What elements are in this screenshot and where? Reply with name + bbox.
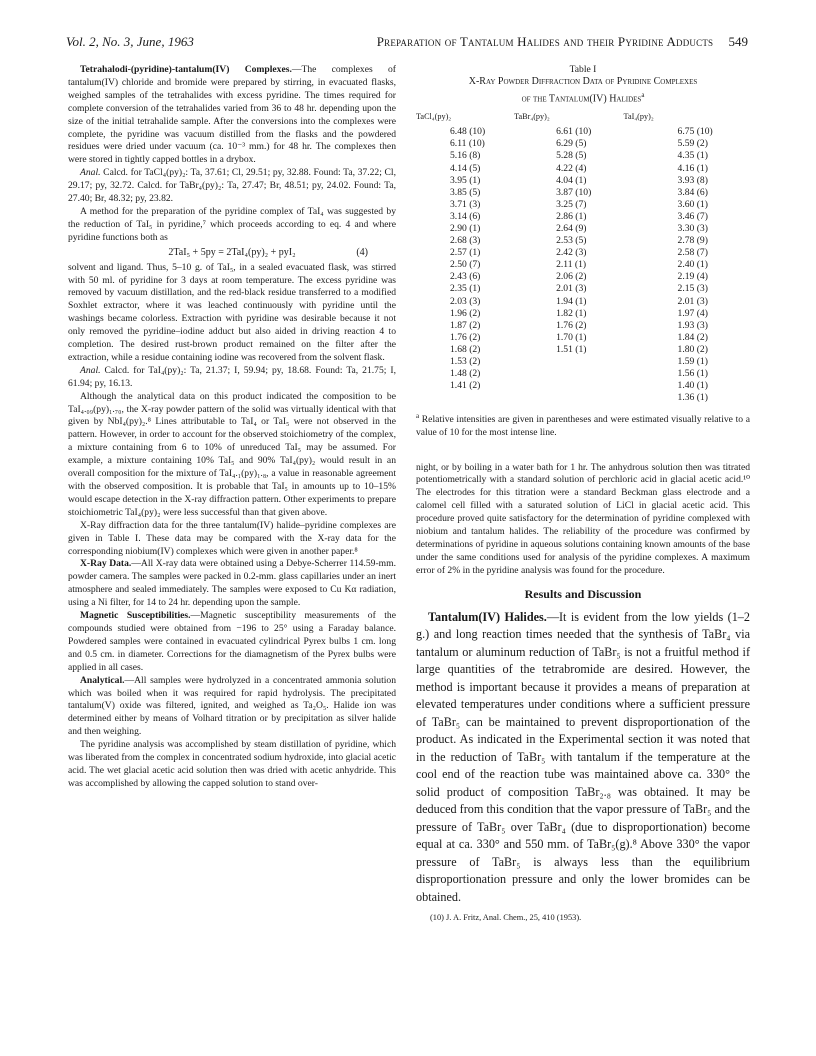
table-row [416, 296, 750, 308]
table-row [416, 150, 750, 162]
runin-heading-analytical: Analytical. [80, 674, 125, 686]
table-cell: 2.90 (1) [450, 222, 481, 234]
table-footnote [416, 410, 750, 439]
table-cell: 1.40 (1) [677, 380, 708, 392]
paragraph-pyridine-analysis [68, 739, 396, 791]
table-cell: 4.16 (1) [677, 162, 708, 174]
paragraph-xray-data [68, 558, 396, 610]
paragraph-analysis-2 [68, 365, 396, 391]
table-row [416, 175, 750, 187]
table-cell: 6.75 (10) [677, 126, 713, 138]
table-cell: 3.71 (3) [450, 198, 481, 210]
table-cell: 3.93 (8) [677, 174, 708, 186]
table-cell: 2.68 (3) [450, 235, 481, 247]
table-body [416, 126, 750, 404]
equation-number: (4) [356, 246, 368, 258]
table-cell: 2.57 (1) [450, 247, 481, 259]
header-right [377, 34, 748, 50]
paragraph-analysis-1 [68, 167, 396, 206]
table-row [416, 332, 750, 344]
table-cell: 2.40 (1) [677, 259, 708, 271]
anal-label: Anal. [80, 364, 101, 376]
table-cell: 2.15 (3) [677, 283, 708, 295]
paragraph-titration [416, 462, 750, 578]
table-cell: 1.76 (2) [450, 331, 481, 343]
runin-heading-complexes: Tetrahalodi-(pyridine)-tantalum(IV) Complexes. [80, 64, 292, 75]
table-cell: 4.35 (1) [677, 150, 708, 162]
paragraph-method [68, 206, 396, 245]
table-row [416, 259, 750, 271]
table-cell: 2.03 (3) [450, 295, 481, 307]
table-cell [416, 392, 514, 404]
table-cell: 5.16 (8) [450, 150, 481, 162]
table-row [416, 223, 750, 235]
table-cell: 1.36 (1) [677, 392, 708, 404]
table-cell: 1.68 (2) [450, 343, 481, 355]
table-cell: 4.22 (4) [556, 162, 587, 174]
paragraph-text: The pyridine analysis was accomplished by steam distillation of pyridine, which was liberated from the complex in concentrated sodium hydroxide, into glacial acetic acid. The wet glacial acetic acid solution then was dried with acetic anhydride. This was accomplished by allowing the capped solution to stand over- [68, 739, 396, 789]
table-cell: 1.59 (1) [677, 356, 708, 368]
runin-heading-tantalum-halides: Tantalum(IV) Halides. [428, 609, 547, 624]
table-cell [514, 392, 623, 404]
table-row [416, 211, 750, 223]
table-caption-text: of the Tantalum(IV) Halides [521, 92, 642, 104]
table-cell: 3.25 (7) [556, 198, 587, 210]
table-row [416, 320, 750, 332]
paragraph-complexes [68, 64, 396, 167]
running-title: Preparation of Tantalum Halides and their Pyridine Adducts [376, 34, 714, 49]
table-cell: 2.58 (7) [677, 247, 708, 259]
table-row [416, 138, 750, 150]
table-cell: 1.76 (2) [556, 319, 587, 331]
paragraph-solvent [68, 262, 396, 365]
table-caption-line-2 [416, 89, 750, 106]
paragraph-text: —All X-ray data were obtained using a Debye-Scherrer 114.59-mm. powder camera. The samples were packed in 0.2-mm. glass capillaries under an inert atmosphere and sealed immediately. The samples were exposed to Cu Kα radiation, using a Ni filter, for 14 to 24 hr. depending upon the sample. [68, 558, 396, 609]
table-title: Table I [569, 64, 597, 75]
running-header [66, 34, 748, 56]
table-cell: 2.50 (7) [450, 259, 481, 271]
table-cell: 1.82 (1) [556, 307, 587, 319]
table-cell: 3.85 (5) [450, 186, 481, 198]
table-cell: 1.56 (1) [677, 368, 708, 380]
table-row [416, 235, 750, 247]
table-cell: 1.84 (2) [677, 331, 708, 343]
paragraph-text: —The complexes of tantalum(IV) chloride and bromide were prepared by stirring, in evacuated flasks, weighed samples of the tetrahalides with excess pyridine. The times required for complete conversion of the tetrahalides varied from 36 to 48 hr. depending upon the size of the initial tetrahalide sample. After the conversions into the complexes were complete, the pyridine was vacuum distilled from the flasks and the powdered residues were dried under vacuum (ca. 10⁻³ mm.) for 48 hr. The complexes then were stored in tightly capped bottles in a drybox. [68, 64, 396, 166]
table-cell: 5.28 (5) [556, 150, 587, 162]
table-cell: 5.59 (2) [677, 138, 708, 150]
reference-10: (10) J. A. Fritz, Anal. Chem., 25, 410 (1953). [430, 913, 582, 923]
table-cell: 3.30 (3) [677, 222, 708, 234]
table-cell [514, 380, 623, 392]
table-cell: 3.46 (7) [677, 210, 708, 222]
table-cell: 1.97 (4) [677, 307, 708, 319]
table-cell: 1.48 (2) [450, 368, 481, 380]
runin-heading-xray: X-Ray Data. [80, 558, 132, 570]
table-cell: 2.35 (1) [450, 283, 481, 295]
table-cell [514, 368, 623, 380]
runin-heading-magnetic: Magnetic Susceptibilities. [80, 610, 191, 622]
paragraph-text: solvent and ligand. Thus, 5–10 g. of TaI₅, in a sealed evacuated flask, was stirred with 50 ml. of pyridine for 3 days at room temperature. The excess pyridine was removed by vacuum distillation, and the red-black residue transferred to a modified Soxhlet extractor, where it was leached continuously with pyridine until the washings became colorless. Extraction with pyridine was desirable because it not only removed the pyridine–iodine adduct but also aided in driving reaction 4 to completion. The desired rust-brown product remained on the filter after the extraction, while a residue containing iodine was recovered from the solvent flask. [68, 261, 396, 363]
paragraph-composition [68, 391, 396, 520]
paragraph-text: Calcd. for TaCl₄(py)₂: Ta, 37.61; Cl, 29.51; py, 32.88. Found: Ta, 37.22; Cl, 29.17; py, 32.72. Calcd. for TaBr₄(py)₂: Ta, 27.47; Br, 48.51; py, 24.02. Found: Ta, 27.40; Br, 48.32; py, 23.82. [68, 167, 396, 205]
table-row [416, 368, 750, 380]
table-cell: 2.64 (9) [556, 222, 587, 234]
table-1 [416, 64, 750, 440]
table-cell: 1.80 (2) [677, 343, 708, 355]
table-cell: 2.19 (4) [677, 271, 708, 283]
table-row [416, 380, 750, 392]
table-row [416, 247, 750, 259]
table-row [416, 126, 750, 138]
paragraph-text: —It is evident from the low yields (1–2 g.) and long reaction times needed that the synthesis of TaBr₄ via tantalum or aluminum reduction of TaBr₅ is not a fruitful method if large quantities of the tetrabromide are desired. However, the method is important because it provides a means of preparation at elevated temperatures under conditions where a sufficient pressure of TaBr₅ can be maintained to prevent disproportionation of the product. As indicated in the Experimental section it was noted that in the reduction of TaBr₅ with tantalum if the temperature at the cool end of the reaction tube was maintained above ca. 330° the solid product of composition TaBr₂.₈ was obtained. It may be deduced from this condition that the vapor pressure of TaBr₅ and the pressure of TaBr₅ over TaBr₄ (due to disproportionation) become equal at ca. 330° and 550 mm. of TaBr₅(g).⁸ Above 330° the vapor pressure of TaBr₅ is always less than the equilibrium disproportionation pressure and only the lower bromides can be obtained. [416, 609, 750, 904]
xrd-table [416, 111, 750, 404]
column-header: TaI₄(py)₂ [623, 112, 654, 122]
table-row [416, 308, 750, 320]
footnote-text: Relative intensities are given in parentheses and were estimated visually relative to a value of 10 for the most intense line. [416, 414, 750, 439]
table-row [416, 187, 750, 199]
equation-4 [68, 247, 396, 260]
paragraph-text: Although the analytical data on this product indicated the composition to be TaI₄.₀₉(py)₁.₇₀, the X-ray powder pattern of the solid was virtually identical with that given by NbI₄(py)₂.⁸ Lines attributable to TaI₄ or TaI₅ were not observed in the pattern. However, in order to account for the observed stoichiometry of the complex, a mixture containing from 6 to 10% of unreduced TaI₅ may be assumed. For example, a mixture containing 10% TaI₅ and 90% TaI₄(py)₂ would result in an overall composition for the mixture of TaI₄.₁(py)₁.₈, a value in reasonable agreement with the observed composition. It is probable that TaI₅ in amounts up to 10–15% would escape detection in the X-ray diffraction pattern. Other experiments to prepare stoichiometric TaI₄(py)₂ were less successful than that given above. [68, 390, 396, 518]
table-cell: 2.01 (3) [677, 295, 708, 307]
table-cell: 2.43 (6) [450, 271, 481, 283]
table-cell: 3.87 (10) [556, 186, 592, 198]
table-row [416, 199, 750, 211]
page-number: 549 [728, 34, 748, 49]
table-cell: 3.84 (6) [677, 186, 708, 198]
table-cell: 2.78 (9) [677, 235, 708, 247]
table-cell [514, 356, 623, 368]
paragraph-analytical [68, 675, 396, 740]
table-row [416, 271, 750, 283]
anal-label: Anal. [80, 167, 101, 179]
table-cell: 4.04 (1) [556, 174, 587, 186]
paragraph-text: —Magnetic susceptibility measurements of the compounds studied were obtained from −196 to 25° using a Faraday balance. Powdered samples were contained in evacuated cylindrical Pyrex bulbs 1 cm. long and 0.5 cm. in diameter. Corrections for the diamagnetism of the Pyrex bulbs were applied in all cases. [68, 610, 396, 673]
table-cell: 2.42 (3) [556, 247, 587, 259]
table-caption-line-1: X-Ray Powder Diffraction Data of Pyridine Complexes [468, 76, 698, 87]
column-header: TaCl₄(py)₂ [416, 112, 452, 122]
table-cell: 2.86 (1) [556, 210, 587, 222]
table-cell: 6.61 (10) [556, 126, 592, 138]
table-cell: 3.60 (1) [677, 198, 708, 210]
table-cell: 1.41 (2) [450, 380, 481, 392]
table-cell: 1.94 (1) [556, 295, 587, 307]
paragraph-magnetic [68, 610, 396, 675]
table-cell: 4.14 (5) [450, 162, 481, 174]
journal-citation: Vol. 2, No. 3, June, 1963 [66, 34, 194, 49]
table-cell: 6.48 (10) [450, 126, 486, 138]
table-row [416, 163, 750, 175]
table-cell: 1.53 (2) [450, 356, 481, 368]
table-cell: 2.01 (3) [556, 283, 587, 295]
table-cell: 2.11 (1) [556, 259, 587, 271]
table-cell: 6.11 (10) [450, 138, 485, 150]
table-cell: 3.95 (1) [450, 174, 481, 186]
table-row [416, 344, 750, 356]
equation-text: 2TaI₅ + 5py = 2TaI₄(py)₂ + pyI₂ [168, 246, 296, 258]
table-cell: 1.87 (2) [450, 319, 481, 331]
right-column [416, 64, 750, 925]
table-cell: 3.14 (6) [450, 210, 481, 222]
table-cell: 1.51 (1) [556, 343, 587, 355]
table-cell: 2.06 (2) [556, 271, 587, 283]
paragraph-text: night, or by boiling in a water bath for 1 hr. The anhydrous solution then was titrated potentiometrically with a standard solution of perchloric acid in glacial acetic acid.¹⁰ The electrodes for this titration were a standard Beckman glass electrode and a calomel cell filled with a saturated solution of LiCl in glacial acetic acid. This procedure proved quite satisfactory for the determination of pyridine complexed with niobium and tantalum halides. The reliability of the procedure was confirmed by determinations of pyridine in aqueous solutions containing known amounts of the base under the same conditions used for analysis of the pyridine complexes. A maximum error of 2% in the pyridine analysis was found for the procedure. [416, 461, 750, 576]
paragraph-text: A method for the preparation of the pyridine complex of TaI₄ was suggested by the reduction of TaI₅ in pyridine,⁷ which proceeds according to eq. 4 and where pyridine functions both as [68, 205, 396, 243]
left-column [68, 64, 396, 791]
table-cell: 2.53 (5) [556, 235, 587, 247]
section-heading-results: Results and Discussion [524, 586, 642, 601]
column-header: TaBr₄(py)₂ [514, 112, 550, 122]
table-row [416, 356, 750, 368]
table-row [416, 392, 750, 404]
table-cell: 6.29 (5) [556, 138, 587, 150]
table-cell: 1.96 (2) [450, 307, 481, 319]
table-cell: 1.70 (1) [556, 331, 587, 343]
paragraph-xray-intro [68, 520, 396, 559]
table-caption-footnote-mark: a [641, 90, 645, 99]
paragraph-text: —All samples were hydrolyzed in a concentrated ammonia solution which was boiled when it was required for rapid hydrolysis. The precipitated tantalum(V) oxide was filtered, ignited, and weighed as Ta₂O₅. Halide ion was determined either by means of Volhard titration or by precipitation as silver halide and then weighing. [68, 674, 396, 738]
table-row [416, 283, 750, 295]
paragraph-tantalum-halides [416, 609, 750, 907]
table-header-row [416, 111, 750, 126]
paragraph-text: X-Ray diffraction data for the three tantalum(IV) halide–pyridine complexes are given in Table I. These data may be compared with the X-ray data for the corresponding niobium(IV) complexes which were given in another paper.⁸ [68, 519, 396, 557]
footnote-mark: a [416, 412, 420, 421]
table-cell: 1.93 (3) [677, 319, 708, 331]
paragraph-text: Calcd. for TaI₄(py)₂: Ta, 21.37; I, 59.94; py, 18.68. Found: Ta, 21.75; I, 61.94; py, 16.13. [68, 364, 396, 389]
